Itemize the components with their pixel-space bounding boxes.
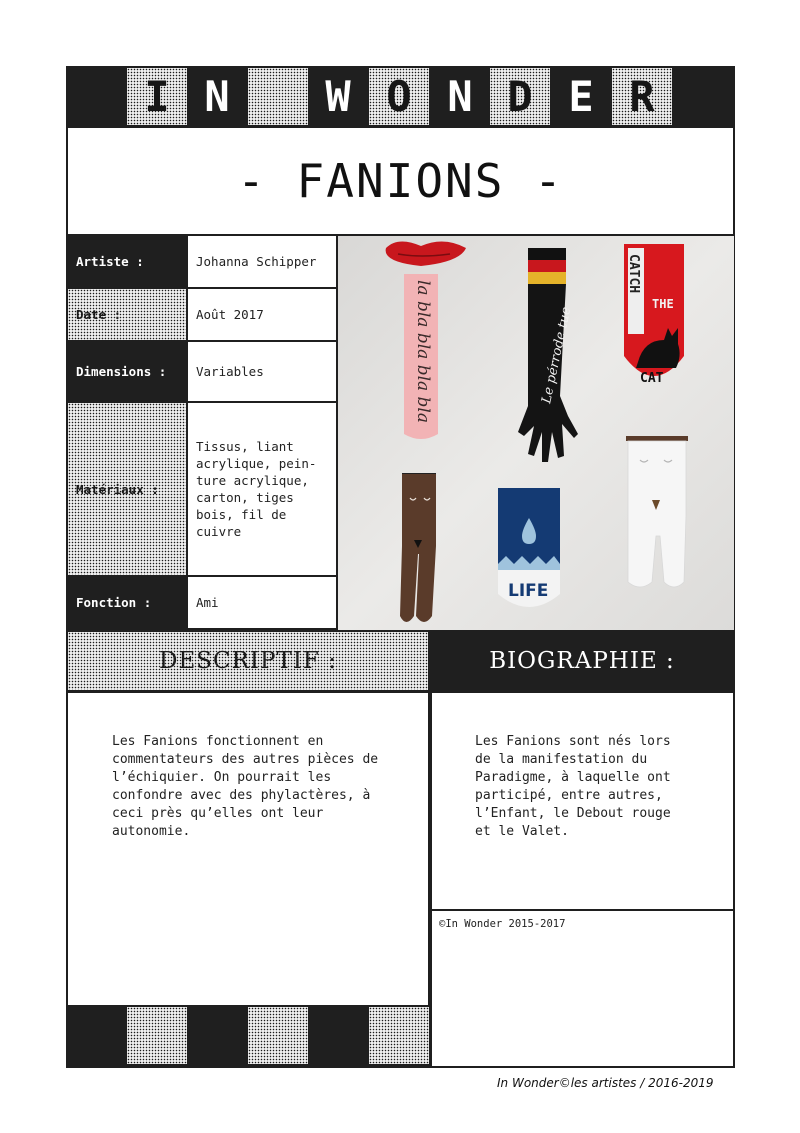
- date-value: Août 2017: [188, 289, 336, 340]
- footer-square-1: [127, 1007, 187, 1064]
- header-letter-r: R: [612, 68, 672, 125]
- descriptif-panel: [68, 693, 428, 1005]
- page-frame: [66, 66, 735, 1068]
- biographie-panel: [432, 693, 733, 909]
- biographie-text: Les Fanions sont nés lors de la manifestation du Paradigme, à laquelle ont participé, entre autres, l’Enfant, le Debout rouge et le Valet.: [475, 734, 671, 839]
- footer-square-2: [248, 1007, 308, 1064]
- title-panel: [68, 128, 733, 234]
- footer-credit: In Wonder©les artistes / 2016-2019: [497, 1076, 714, 1090]
- header-square-blank: [248, 68, 308, 125]
- pennant-arm-text: Le pérrode tue: [539, 305, 575, 405]
- header-letter-e: E: [568, 72, 594, 121]
- header-letter-o: O: [369, 68, 429, 125]
- artwork-photo: [338, 236, 734, 630]
- descriptif-heading: DESCRIPTIF :: [68, 632, 428, 690]
- materials-label-text: Matériaux :: [76, 481, 159, 497]
- dimensions-value: Variables: [188, 342, 336, 401]
- date-label: [68, 289, 186, 340]
- header-letter-w: W: [325, 72, 351, 121]
- date-label-text: Date :: [76, 307, 122, 322]
- pennant-life-text: LIFE: [508, 581, 549, 601]
- copyright-panel: [432, 911, 733, 1066]
- pennant-brown-legs: [400, 474, 436, 622]
- header-letter-d: D: [490, 68, 550, 125]
- artist-label-text: Artiste :: [76, 254, 144, 269]
- footer-square-3: [369, 1007, 429, 1064]
- pennant-lips-text: la bla bla bla bla: [413, 280, 433, 424]
- header-letter-i: I: [127, 68, 187, 125]
- function-label: [68, 577, 186, 628]
- materials-label: [68, 403, 186, 575]
- header-letter-n-2: N: [447, 72, 473, 121]
- pennant-cat-the: THE: [652, 297, 674, 311]
- function-value: Ami: [188, 577, 336, 628]
- dimensions-label-text: Dimensions :: [76, 364, 167, 379]
- artist-label: [68, 236, 186, 287]
- descriptif-text: Les Fanions fonctionnent en commentateurs des autres pièces de l’échiquier. On pourrait les confondre avec des phylactères, à ceci près qu’elles ont leur autonomie.: [112, 734, 379, 839]
- artist-value: Johanna Schipper: [188, 236, 336, 287]
- copyright-text: ©In Wonder 2015-2017: [439, 918, 566, 930]
- pennant-cat-cat: CAT: [640, 371, 664, 386]
- pennant-cat: [624, 244, 684, 386]
- biographie-heading: BIOGRAPHIE :: [489, 648, 675, 674]
- function-label-text: Fonction :: [76, 595, 152, 610]
- header-letter-n: N: [204, 72, 230, 121]
- pennant-cat-catch: CATCH: [626, 254, 641, 294]
- pennant-life: [498, 488, 560, 607]
- dimensions-label: [68, 342, 186, 401]
- pennants-illustration: [338, 236, 734, 630]
- page-title: - FANIONS -: [237, 154, 564, 208]
- materials-value: Tissus, liant acrylique, pein-ture acrylique, carton, tiges bois, fil de cuivre: [188, 403, 336, 575]
